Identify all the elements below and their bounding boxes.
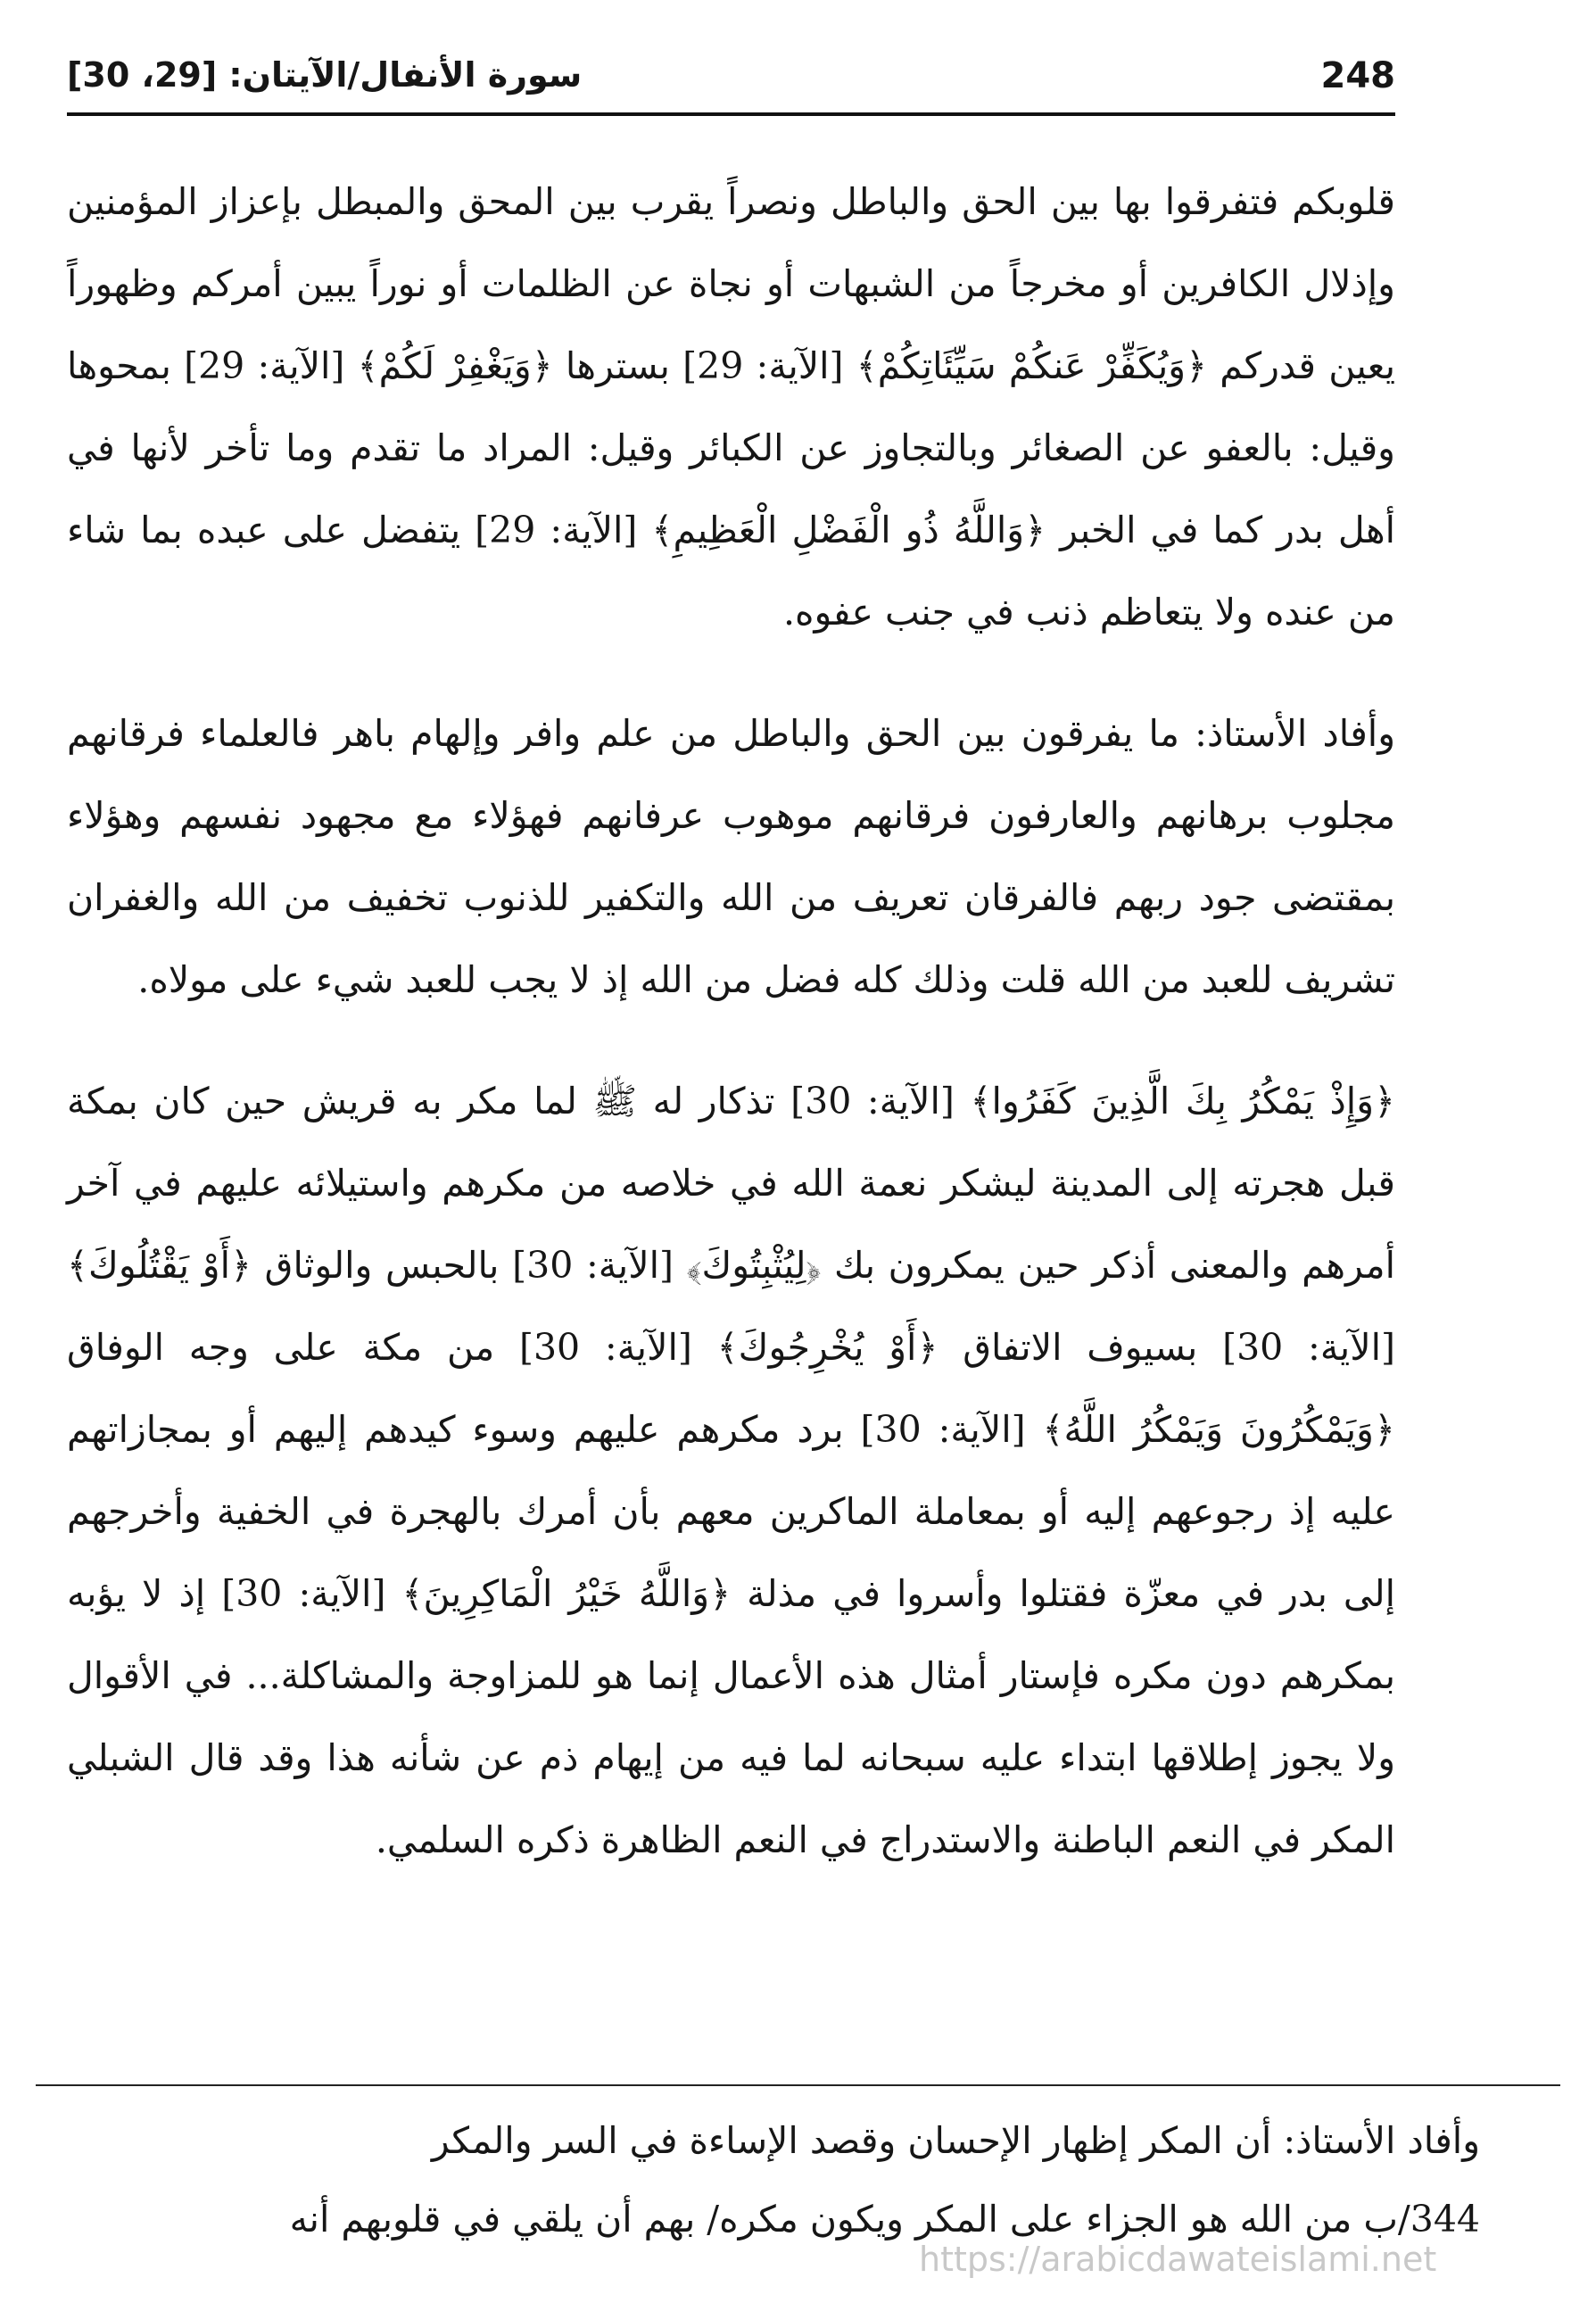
surah-title: سورة الأنفال/الآيتان: [29، 30]	[67, 55, 583, 95]
footnote-line-1: وأفاد الأستاذ: أن المكر إظهار الإحسان وقصد الإساءة في السر والمكر	[431, 2119, 1480, 2162]
footnote-block	[36, 2101, 1480, 2258]
body-text	[67, 161, 1395, 1881]
footnote-divider	[36, 2084, 1560, 2086]
running-header	[67, 55, 1395, 109]
footnote-line-2: 344/ب من الله هو الجزاء على المكر ويكون مكره/ بهم أن يلقي في قلوبهم أنه	[289, 2198, 1480, 2241]
page-number: 248	[1320, 55, 1395, 96]
paragraph-3: ﴿وَإِذْ يَمْكُرُ بِكَ الَّذِينَ كَفَرُوا﴾ [الآية: 30] تذكار له ﷺ لما مكر به قريش حين كان بمكة قبل هجرته إلى المدينة ليشكر نعمة الله في خلاصه من مكرهم واستيلائه عليهم في آخر أمرهم والمعنى أذكر حين يمكرون بك ﴿لِيُثْبِتُوكَ﴾ [الآية: 30] بالحبس والوثاق ﴿أَوْ يَقْتُلُوكَ﴾ [الآية: 30] بسيوف الاتفاق ﴿أَوْ يُخْرِجُوكَ﴾ [الآية: 30] من مكة على وجه الوفاق ﴿وَيَمْكُرُونَ وَيَمْكُرُ اللَّهُ﴾ [الآية: 30] برد مكرهم عليهم وسوء كيدهم إليهم أو بمجازاتهم عليه إذ رجوعهم إليه أو بمعاملة الماكرين معهم بأن أمرك بالهجرة في الخفية وأخرجهم إلى بدر في معزّة فقتلوا وأسروا في مذلة ﴿وَاللَّهُ خَيْرُ الْمَاكِرِينَ﴾ [الآية: 30] إذ لا يؤبه بمكرهم دون مكره فإستار أمثال هذه الأعمال إنما هو للمزاوجة والمشاكلة... في الأقوال ولا يجوز إطلاقها ابتداء عليه سبحانه لما فيه من إيهام ذم عن شأنه هذا وقد قال الشبلي المكر في النعم الباطنة والاستدراج في النعم الظاهرة ذكره السلمي.	[67, 1080, 1396, 1861]
header-divider	[67, 112, 1395, 116]
website-watermark: https://arabicdawateislami.net	[919, 2240, 1437, 2279]
paragraph-1: قلوبكم فتفرقوا بها بين الحق والباطل ونصراً يقرب بين المحق والمبطل بإعزاز المؤمنين وإذلال الكافرين أو مخرجاً من الشبهات أو نجاة عن الظلمات أو نوراً يبين أمركم وظهوراً يعين قدركم ﴿وَيُكَفِّرْ عَنكُمْ سَيِّئَاتِكُمْ﴾ [الآية: 29] بسترها ﴿وَيَغْفِرْ لَكُمْ﴾ [الآية: 29] بمحوها وقيل: بالعفو عن الصغائر وبالتجاوز عن الكبائر وقيل: المراد ما تقدم وما تأخر لأنها في أهل بدر كما في الخبر ﴿وَاللَّهُ ذُو الْفَضْلِ الْعَظِيمِ﴾ [الآية: 29] يتفضل على عبده بما شاء من عنده ولا يتعاظم ذنب في جنب عفوه.	[67, 180, 1395, 634]
paragraph-2: وأفاد الأستاذ: ما يفرقون بين الحق والباطل من علم وافر وإلهام باهر فالعلماء فرقانهم مجلوب برهانهم والعارفون فرقانهم موهوب عرفانهم فهؤلاء مع مجهود نفسهم وهؤلاء بمقتضى جود ربهم فالفرقان تعريف من الله والتكفير للذنوب تخفيف من الله والغفران تشريف للعبد من الله قلت وذلك كله فضل من الله إذ لا يجب للعبد شيء على مولاه.	[67, 712, 1395, 1001]
